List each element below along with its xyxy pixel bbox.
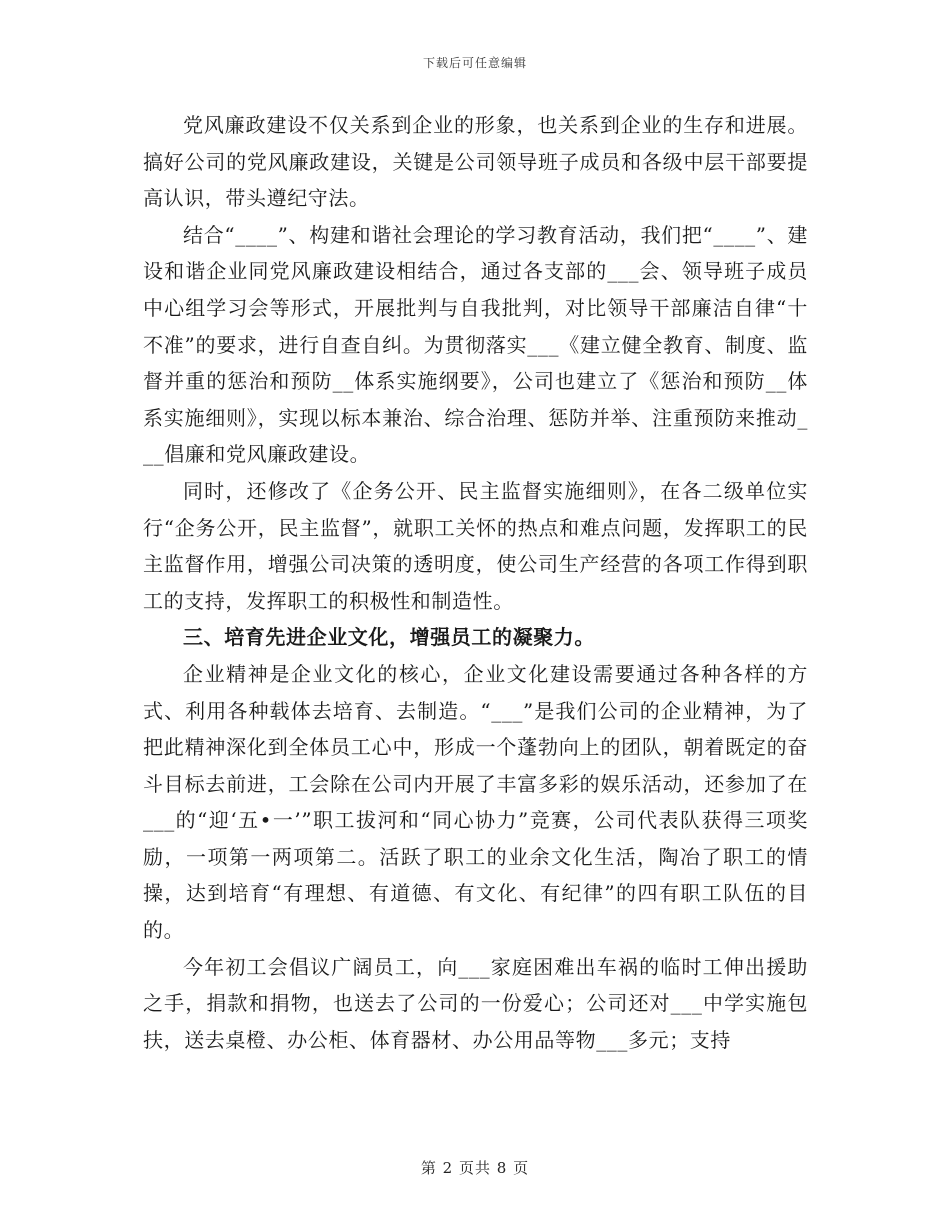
page-number-footer: 第 2 页共 8 页 [420,1159,530,1177]
paragraph-union-assistance: 今年初工会倡议广阔员工，向___家庭困难出车祸的临时工伸出援助之手，捐款和捐物，也送去了公司的一份爱心；公司还对___中学实施包扶，送去桌橙、办公柜、体育器材、办公用品等物___多元；支持 [143,954,808,1052]
section-heading-corporate-culture: 三、培育先进企业文化，增强员工的凝聚力。 [183,625,595,650]
paragraph-enterprise-spirit: 企业精神是企业文化的核心，企业文化建设需要通过各种各样的方式、利用各种载体去培育、去制造。“___”是我们公司的企业精神，为了把此精神深化到全体员工心中，形成一个蓬勃向上的团队，朝着既定的奋斗目标去前进，工会除在公司内开展了丰富多彩的娱乐活动，还参加了在___的“迎‘五•一’”职工拔河和“同心协力”竞赛，公司代表队获得三项奖励，一项第一两项第二。活跃了职工的业余文化生活，陶冶了职工的情操，达到培育“有理想、有道德、有文化、有纪律”的四有职工队伍的目的。 [143,661,808,943]
paragraph-study-education: 结合“____”、构建和谐社会理论的学习教育活动，我们把“____”、建设和谐企业同党风廉政建设相结合，通过各支部的___会、领导班子成员中心组学习会等形式，开展批判与自我批判，对比领导干部廉洁自律“十不准”的要求，进行自查自纠。为贯彻落实___《建立健全教育、制度、监督并重的惩治和预防__体系实施纲要》，公司也建立了《惩治和预防__体系实施细则》，实现以标本兼治、综合治理、惩防并举、注重预防来推动___倡廉和党风廉政建设。 [143,222,808,467]
paragraph-party-conduct-intro: 党风廉政建设不仅关系到企业的形象，也关系到企业的生存和进展。搞好公司的党风廉政建设，关键是公司领导班子成员和各级中层干部要提高认识，带头遵纪守法。 [143,113,808,211]
document-body [143,107,808,1058]
paragraph-enterprise-openness: 同时，还修改了《企务公开、民主监督实施细则》，在各二级单位实行“企务公开，民主监督”，就职工关怀的热点和难点问题，发挥职工的民主监督作用，增强公司决策的透明度，使公司生产经营的各项工作得到职工的支持，发挥职工的积极性和制造性。 [143,478,808,613]
page-header: 下载后可任意编辑 [422,56,527,70]
